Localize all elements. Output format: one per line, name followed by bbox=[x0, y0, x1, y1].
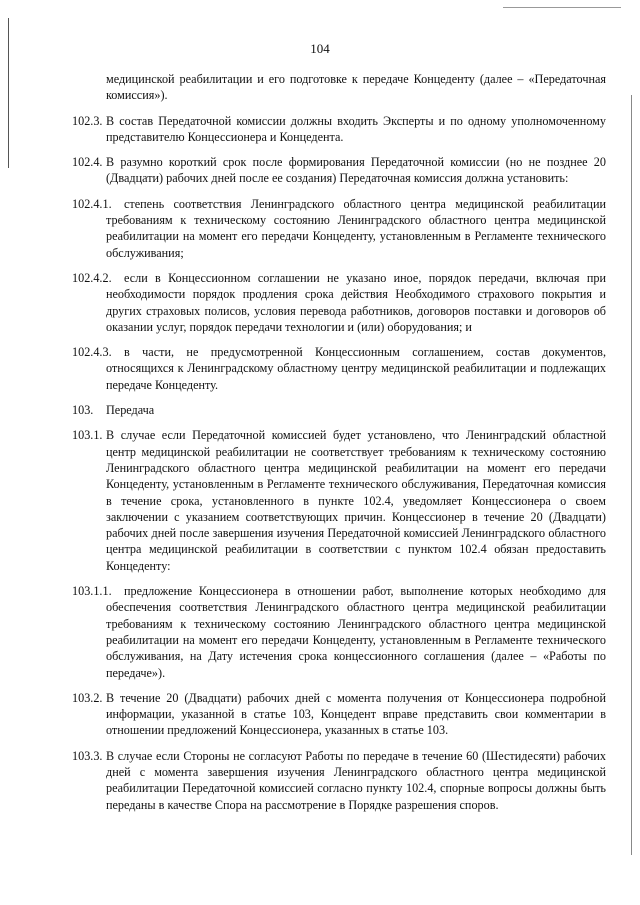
clause-text: В случае если Стороны не согласуют Работы по передаче в течение 60 (Шестидесяти) рабочих дней с момента завершения изучения Ленинградского областного центра медицинской реабилитации Передаточной комиссией согласно пункту 102.4, спорные вопросы должны быть переданы в качестве Спора на рассмотрение в Порядке разрешения споров. bbox=[106, 748, 606, 812]
paragraph-continuation bbox=[72, 71, 606, 104]
clause-102-3 bbox=[72, 113, 606, 146]
clause-102-4 bbox=[72, 154, 606, 187]
clause-text: если в Концессионном соглашении не указано иное, порядок передачи, включая при необходимости порядок продления срока действия Необходимого страхового покрытия и других страховых полисов, условия перевода работников, договоров поставки и договоров об оказании услуг, порядок передачи технологии и (или) оборудования; и bbox=[106, 270, 606, 334]
clause-number: 102.3. bbox=[72, 113, 103, 128]
clause-text: В течение 20 (Двадцати) рабочих дней с момента получения от Концессионера подробной информации, указанной в статье 103, Концедент вправе представить свои комментарии в отношении предложений Концессионера, указанных в статье 103. bbox=[106, 690, 606, 738]
clause-number: 102.4.3. bbox=[72, 345, 112, 360]
clause-number: 103.2. bbox=[72, 690, 103, 705]
clause-103-3 bbox=[72, 748, 606, 813]
clause-text: В состав Передаточной комиссии должны входить Эксперты и по одному уполномоченному представителю Концессионера и Концедента. bbox=[106, 113, 606, 144]
clause-text: предложение Концессионера в отношении работ, выполнение которых необходимо для обеспечения соответствия Ленинградского областного центра медицинской реабилитации требованиям к техническому состоянию Ленинградского областного центра медицинской реабилитации на момент его передачи Концеденту, установленным в Регламенте технического обслуживания, на Дату истечения срока концессионного соглашения (далее – «Работы по передаче»). bbox=[106, 584, 606, 680]
clause-number: 103.3. bbox=[72, 748, 103, 763]
section-heading-103 bbox=[72, 402, 606, 418]
clause-number: 103.1. bbox=[72, 428, 103, 443]
scan-edge-mark bbox=[631, 95, 632, 855]
clause-102-4-3 bbox=[72, 344, 606, 393]
clause-102-4-1 bbox=[72, 196, 606, 261]
clause-text: В случае если Передаточной комиссией будет установлено, что Ленинградский областной центр медицинской реабилитации не соответствует требованиям к техническому состоянию Ленинградского областного центра медицинской реабилитации на момент его передачи Концеденту, установленным в Регламенте технического обслуживания, Передаточная комиссия в течение срока, установленного в пункте 102.4, уведомляет Концессионера о своем заключении с указанием соответствующих причин. Концессионер в течение 20 (Двадцати) рабочих дней после завершения изучения Передаточной комиссией Ленинградского областного центра медицинской реабилитации в соответствии с пунктом 102.4 обязан предоставить Концеденту: bbox=[106, 428, 606, 573]
document-body bbox=[72, 71, 606, 822]
scan-edge-mark bbox=[503, 7, 621, 8]
clause-text: степень соответствия Ленинградского областного центра медицинской реабилитации требованиям к техническому состоянию Ленинградского областного центра медицинской реабилитации на момент его передачи Концеденту, установленным в Регламенте технического обслуживания; bbox=[106, 196, 606, 260]
clause-103-1 bbox=[72, 427, 606, 574]
clause-number: 103.1.1. bbox=[72, 584, 112, 599]
clause-103-2 bbox=[72, 690, 606, 739]
clause-number: 102.4.1. bbox=[72, 196, 112, 211]
section-title: Передача bbox=[106, 403, 155, 418]
clause-102-4-2 bbox=[72, 270, 606, 335]
section-number: 103. bbox=[72, 403, 94, 418]
clause-103-1-1 bbox=[72, 583, 606, 681]
paragraph-text: медицинской реабилитации и его подготовке к передаче Концеденту (далее – «Передаточная комиссия»). bbox=[106, 72, 606, 103]
clause-text: в части, не предусмотренной Концессионным соглашением, состав документов, относящихся к Ленинградскому областному центру медицинской реабилитации и подлежащих передаче Концеденту. bbox=[106, 345, 606, 392]
clause-text: В разумно короткий срок после формирования Передаточной комиссии (но не позднее 20 (Двадцати) рабочих дней после ее создания) Передаточная комиссия должна установить: bbox=[106, 155, 606, 186]
clause-number: 102.4.2. bbox=[72, 270, 112, 285]
page-number: 104 bbox=[310, 41, 330, 56]
clause-number: 102.4. bbox=[72, 155, 103, 170]
